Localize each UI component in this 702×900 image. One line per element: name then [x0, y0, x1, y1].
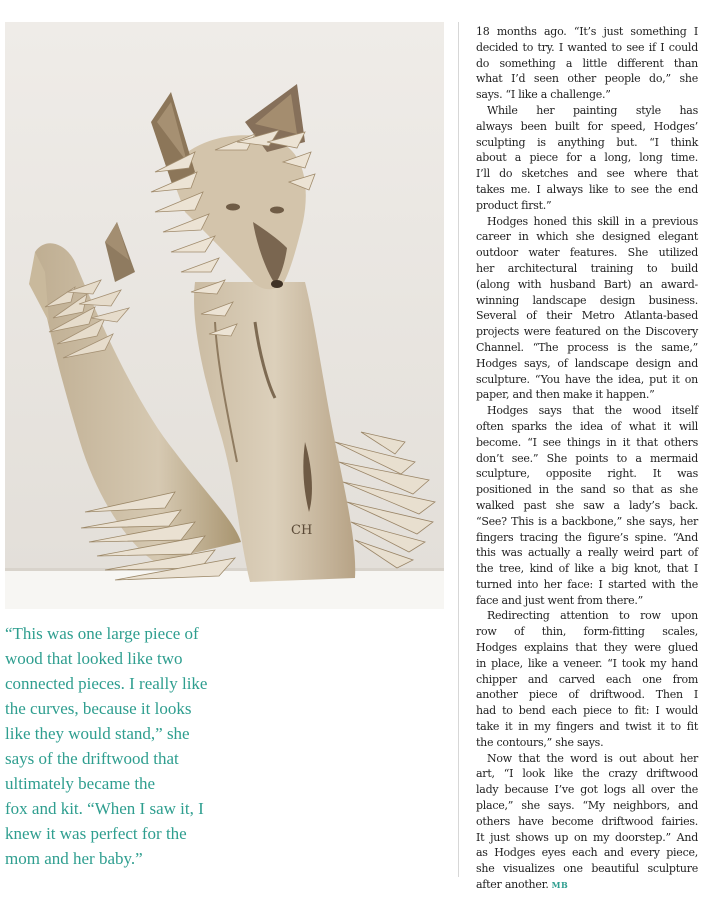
- article-line: positioned in the sand so that as she: [476, 483, 698, 497]
- article-line: row of thin, form-fitting scales,: [476, 625, 698, 639]
- article-line: don’t see.” She points to a mermaid: [476, 451, 698, 465]
- article-line: turned into her face: I started with the: [476, 577, 698, 591]
- article-line: face and just went from there.”: [476, 593, 643, 607]
- article-final-line: [476, 877, 698, 894]
- article-line: had to bend each piece to fit: I would: [476, 704, 698, 718]
- article-line: Hodges says, of landscape design and: [476, 356, 698, 370]
- article-line: Hodges says that the wood itself: [487, 404, 698, 418]
- article-line: (along with husband Bart) an award-: [476, 277, 698, 291]
- article-line: While her painting style has: [487, 103, 698, 117]
- article-line: become. “I see things in it that others: [476, 435, 698, 449]
- caption-line: knew it was perfect for the: [5, 824, 187, 843]
- caption-line: “This was one large piece of: [5, 624, 199, 643]
- article-line: as Hodges eyes each and every piece,: [476, 846, 698, 860]
- caption-line: like they would stand,” she: [5, 724, 190, 743]
- article-line: “See? This is a backbone,” she says, her: [476, 514, 698, 528]
- article-line: about a piece for a long, long time.: [476, 151, 698, 165]
- caption-line: mom and her baby.”: [5, 849, 143, 868]
- article-line: take it in my fingers and twist it to fit: [476, 720, 698, 734]
- article-line: sculpture, opposite right. It was: [476, 467, 698, 481]
- article-line: I’ll do sketches and see where that: [476, 167, 698, 181]
- article-line: takes me. I always like to see the end: [476, 182, 698, 196]
- article-line: Several of their Metro Atlanta-based: [476, 309, 698, 323]
- sculpture-photo: [5, 22, 444, 609]
- article-body: [476, 24, 698, 894]
- caption-line: ultimately became the: [5, 774, 156, 793]
- article-line: others have become driftwood fairies.: [476, 814, 698, 828]
- article-line: projects were featured on the Discovery: [476, 325, 698, 339]
- article-line: Hodges explains that they were glued: [476, 641, 698, 655]
- article-line: chipper and carved each one from: [476, 672, 698, 686]
- column-divider: [458, 22, 459, 877]
- article-line: this was actually a really weird part of: [476, 546, 698, 560]
- article-line: Hodges honed this skill in a previous: [487, 214, 698, 228]
- article-line: what I’d seen other people do,” she: [476, 72, 698, 86]
- article-line: Channel. “The process is the same,”: [476, 340, 698, 354]
- fox-eye-right: [270, 207, 284, 214]
- artist-signature: CH: [291, 523, 313, 538]
- article-line: says. “I like a challenge.”: [476, 88, 611, 102]
- article-line: she visualizes one beautiful sculpture: [476, 862, 698, 876]
- article-line: fingers tracing the figure’s spine. “And: [476, 530, 698, 544]
- article-line: walked past she saw a lady’s back.: [476, 498, 698, 512]
- article-line: the tree, kind of like a big knot, that I: [476, 562, 698, 576]
- article-line: always been built for speed, Hodges’: [476, 119, 698, 133]
- caption-line: says of the driftwood that: [5, 749, 179, 768]
- article-line: winning landscape design business.: [476, 293, 698, 307]
- article-line: Now that the word is out about her: [487, 751, 698, 765]
- article-line: sculpture. “You have the idea, put it on: [476, 372, 698, 386]
- article-line: career in which she designed elegant: [476, 230, 698, 244]
- article-line: outdoor water features. She utilized: [476, 246, 698, 260]
- article-line: It just shows up on my doorstep.” And: [476, 830, 698, 844]
- fox-eye-left: [226, 204, 240, 211]
- caption-line: wood that looked like two: [5, 649, 183, 668]
- caption-line: fox and kit. “When I saw it, I: [5, 799, 204, 818]
- article-line: her architectural training to build: [476, 261, 698, 275]
- author-signoff: MB: [551, 880, 569, 891]
- article-line: the contours,” she says.: [476, 735, 604, 749]
- photo-caption: [5, 621, 241, 871]
- article-line: often sparks the idea of what it will: [476, 419, 698, 433]
- article-line: do something a little different than: [476, 56, 698, 70]
- display-ledge: [5, 570, 444, 609]
- article-line: art, “I look like the crazy driftwood: [476, 767, 698, 781]
- article-line: another piece of driftwood. Then I: [476, 688, 698, 702]
- article-line: in place, like a veneer. “I took my hand: [476, 656, 698, 670]
- caption-line: connected pieces. I really like: [5, 674, 208, 693]
- article-line: Redirecting attention to row upon: [487, 609, 698, 623]
- article-line: decided to try. I wanted to see if I could: [476, 40, 698, 54]
- caption-line: the curves, because it looks: [5, 699, 192, 718]
- fox-sculpture-image: [5, 22, 444, 609]
- article-line: product first.”: [476, 198, 552, 212]
- article-line: 18 months ago. “It’s just something I: [476, 25, 698, 38]
- article-line: sculpting is anything but. “I think: [476, 135, 698, 149]
- article-line: paper, and then make it happen.”: [476, 388, 655, 402]
- article-line: after another.: [476, 878, 549, 892]
- article-line: place,” she says. “My neighbors, and: [476, 799, 698, 813]
- article-line: lady because I’ve got logs all over the: [476, 783, 698, 797]
